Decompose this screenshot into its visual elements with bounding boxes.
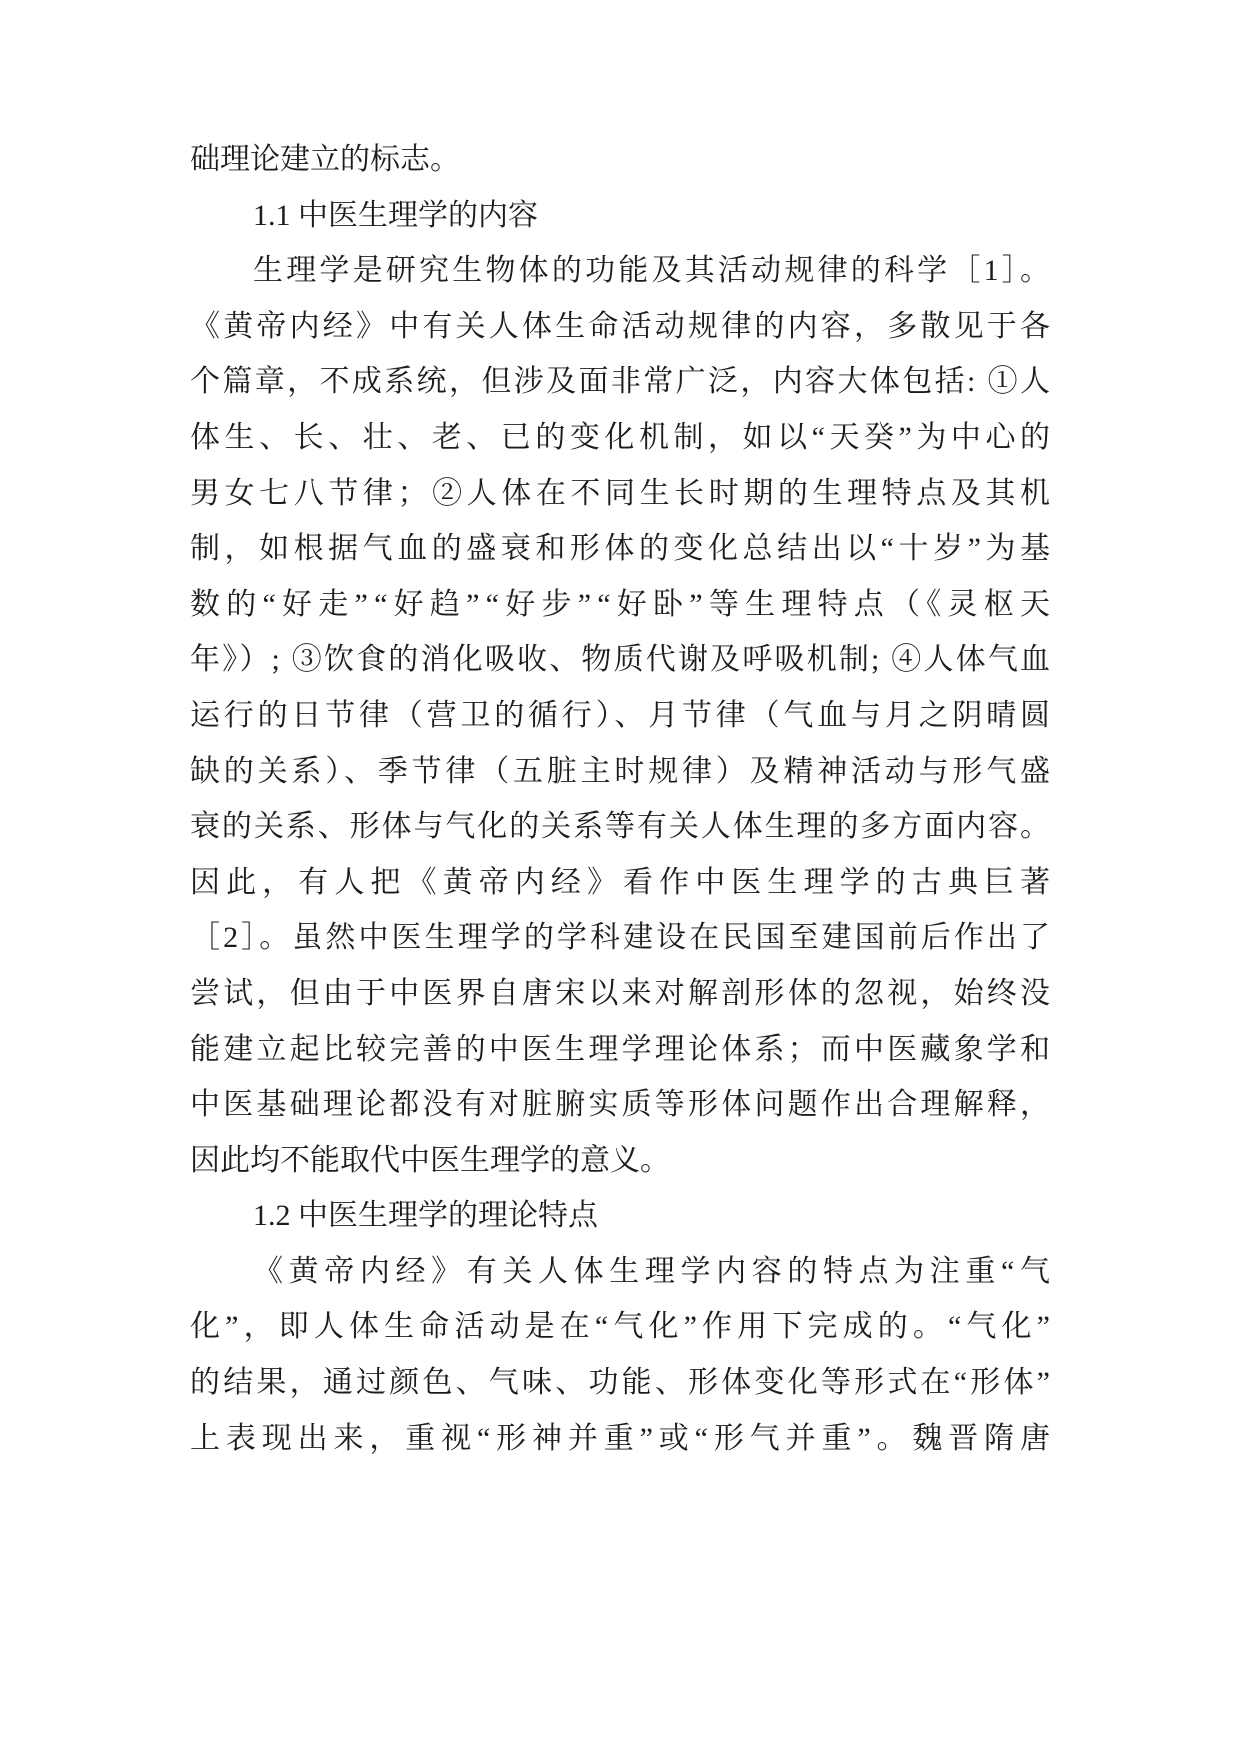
section-heading [190,1188,1050,1244]
text-line-content: 体生、长、壮、老、已的变化机制，如以“天癸”为中心的 [190,420,1055,454]
text-line [190,1299,1056,1355]
text-line-content: 中医基础理论都没有对脏腑实质等形体问题作出合理解释， [190,1088,1054,1122]
text-line [190,966,1054,1022]
text-line [190,299,1054,355]
text-line-content: 能建立起比较完善的中医生理学理论体系；而中医藏象学和 [190,1032,1054,1066]
text-line-content: 上表现出来，重视“形神并重”或“形气并重”。魏晋隋唐 [190,1421,1056,1455]
text-line-content: 《黄帝内经》中有关人体生命活动规律的内容，多散见于各 [190,309,1054,343]
text-line-content: 缺的关系）、季节律（五脏主时规律）及精神活动与形气盛 [190,754,1054,788]
text-line [190,1022,1054,1078]
text-line [190,577,1057,633]
text-line [190,632,1053,688]
text-line-content: 制，如根据气血的盛衰和形体的变化总结出以“十岁”为基 [190,532,1055,566]
text-line [190,1411,1056,1467]
section-heading-text: 1.1 中医生理学的内容 [253,198,538,232]
text-line-content: 的结果，通过颜色、气味、功能、形体变化等形式在“形体” [190,1366,1054,1400]
text-line-content: 因此均不能取代中医生理学的意义。 [190,1143,670,1177]
text-line [190,910,1054,966]
document-body [190,132,1057,1466]
section-heading-text: 1.2 中医生理学的理论特点 [253,1199,598,1233]
text-line [190,744,1054,800]
text-line [190,466,1055,522]
text-line [190,354,1053,410]
text-line-content: 尝试，但由于中医界自唐宋以来对解剖形体的忽视，始终没 [190,976,1054,1010]
text-line-content: 因此，有人把《黄帝内经》看作中医生理学的古典巨著 [190,865,1057,899]
text-line-content: 个篇章，不成系统，但涉及面非常广泛，内容大体包括: ①人 [190,365,1053,399]
text-line [190,521,1055,577]
section-heading [190,188,1050,244]
text-line-content: 数的“好走”“好趋”“好步”“好卧”等生理特点（《灵枢天 [190,587,1057,621]
text-line [190,1077,1054,1133]
text-line [190,799,1050,855]
paragraph-first-line [190,1244,1056,1300]
text-line-content: ［2］。虽然中医生理学的学科建设在民国至建国前后作出了 [190,921,1054,955]
text-line-content: 男女七八节律；②人体在不同生长时期的生理特点及其机 [190,476,1055,510]
text-line-content: 年》）; ③饮食的消化吸收、物质代谢及呼吸机制; ④人体气血 [190,643,1053,677]
text-line [190,1355,1054,1411]
text-line [190,688,1054,744]
text-line-content: 衰的关系、形体与气化的关系等有关人体生理的多方面内容。 [190,810,1052,844]
text-line-content: 运行的日节律（营卫的循行）、月节律（气血与月之阴晴圆 [190,698,1054,732]
text-line [190,132,1050,188]
text-line [190,855,1057,911]
text-line-content: 化”，即人体生命活动是在“气化”作用下完成的。“气化” [190,1310,1056,1344]
paragraph-first-line [190,243,1054,299]
text-line [190,410,1055,466]
text-line-content: 生理学是研究生物体的功能及其活动规律的科学［1］。 [253,254,1054,288]
text-line-content: 《黄帝内经》有关人体生理学内容的特点为注重“气 [253,1254,1056,1288]
text-line [190,1133,1050,1189]
text-line-content: 础理论建立的标志。 [190,143,460,176]
